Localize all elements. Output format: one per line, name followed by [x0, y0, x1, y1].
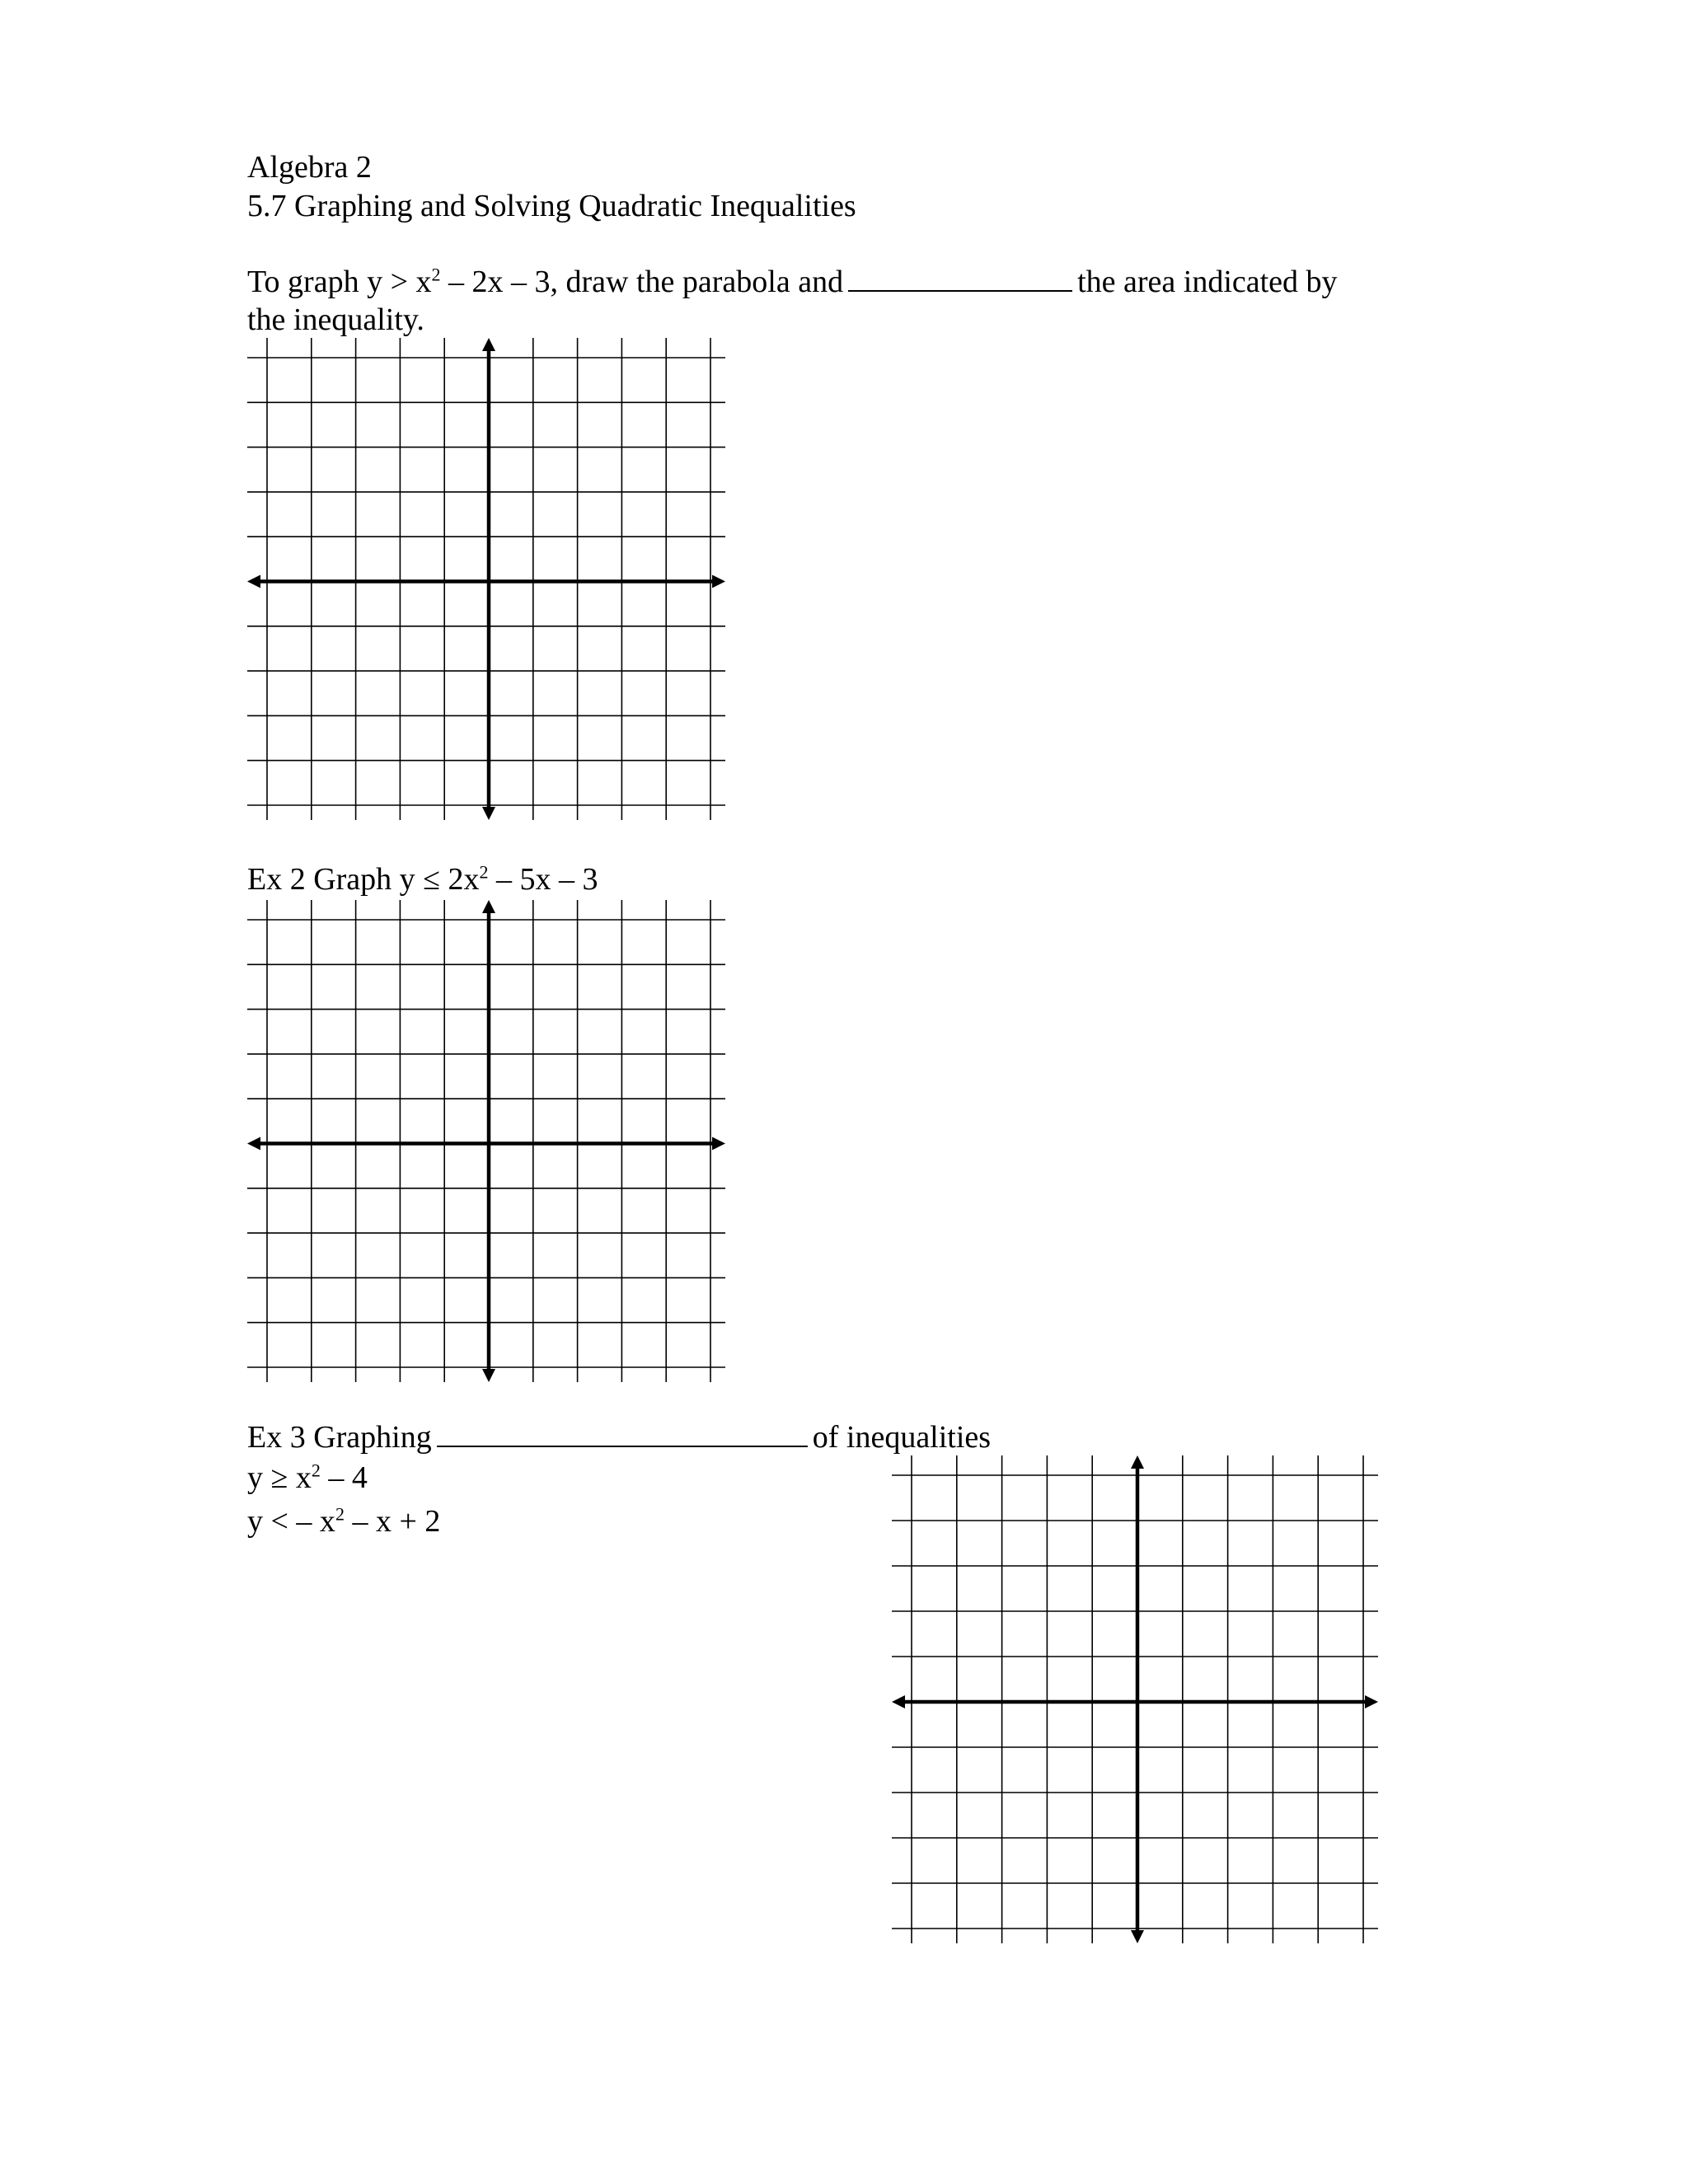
intro-line-2: the inequality. — [247, 302, 424, 337]
x-axis-arrow-left — [247, 575, 260, 588]
y-axis-arrow-down — [482, 807, 495, 820]
y-axis-arrow-up — [482, 900, 495, 913]
x-axis-arrow-right — [712, 1137, 725, 1151]
y-axis-arrow-up — [1131, 1455, 1144, 1469]
ex2-text-b: – 5x – 3 — [488, 862, 598, 897]
y-axis-arrow-down — [482, 1369, 495, 1382]
y-axis-arrow-down — [1131, 1930, 1144, 1943]
ex3-inequality-2 — [247, 1502, 440, 1540]
ex2-exponent: 2 — [479, 861, 489, 883]
ex3-ineq1-b: – 4 — [320, 1460, 368, 1495]
ex3-ineq1-exponent: 2 — [311, 1460, 321, 1481]
x-axis-arrow-right — [1365, 1695, 1378, 1708]
course-title: Algebra 2 — [247, 150, 372, 185]
ex3-ineq2-exponent: 2 — [335, 1503, 345, 1525]
coordinate-grid-3[interactable] — [892, 1455, 1378, 1943]
x-axis-arrow-left — [892, 1695, 905, 1708]
y-axis-arrow-up — [482, 338, 495, 351]
intro-text-a: To graph y > x — [247, 265, 432, 299]
example-2-prompt — [247, 860, 598, 898]
ex2-text-a: Ex 2 Graph y ≤ 2x — [247, 862, 480, 897]
x-axis-arrow-left — [247, 1137, 260, 1151]
intro-exponent: 2 — [431, 264, 441, 285]
ex3-ineq2-b: – x + 2 — [344, 1504, 441, 1539]
ex3-inequality-1 — [247, 1459, 368, 1497]
lesson-title: 5.7 Graphing and Solving Quadratic Inequalities — [247, 189, 856, 223]
ex3-text-b: of inequalities — [812, 1420, 992, 1455]
intro-answer-blank[interactable] — [848, 265, 1072, 292]
example-3-prompt — [247, 1418, 991, 1456]
intro-text-b: – 2x – 3, draw the parabola and — [440, 265, 844, 299]
ex3-ineq1-a: y ≥ x — [247, 1460, 312, 1495]
ex3-answer-blank[interactable] — [437, 1421, 808, 1447]
coordinate-grid-2[interactable] — [247, 900, 725, 1382]
ex3-ineq2-a: y < – x — [247, 1504, 335, 1539]
ex3-text-a: Ex 3 Graphing — [247, 1420, 432, 1455]
coordinate-grid-1[interactable] — [247, 338, 725, 820]
intro-line-1 — [247, 263, 1338, 301]
intro-text-c: the area indicated by — [1077, 265, 1338, 299]
x-axis-arrow-right — [712, 575, 725, 588]
